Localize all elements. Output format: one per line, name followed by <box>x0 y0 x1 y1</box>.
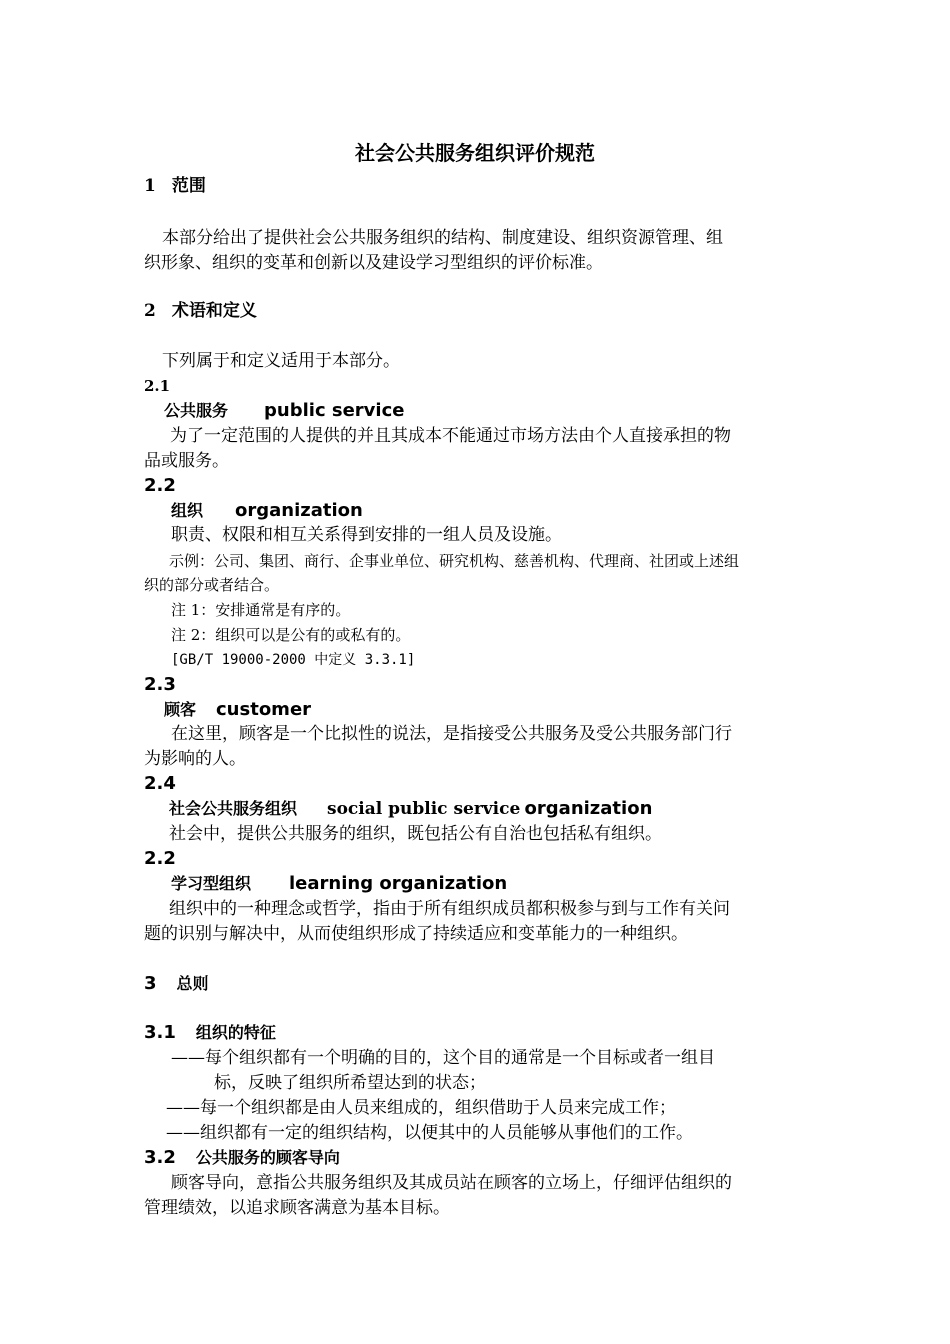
section-3-title: 总则 <box>176 974 209 993</box>
term-2-2-def: 职责、权限和相互关系得到安排的一组人员及设施。 <box>171 525 562 545</box>
term-2-2-number: 2.2 <box>144 475 176 496</box>
term-2-5-def-line-2: 题的识别与解决中，从而使组织形成了持续适应和变革能力的一种组织。 <box>144 924 688 944</box>
section-3-heading <box>144 971 209 996</box>
section-1-title: 范围 <box>171 176 206 196</box>
term-2-4-en-a: social public service <box>327 799 521 819</box>
section-1-para-line-1: 本部分给出了提供社会公共服务组织的结构、制度建设、组织资源管理、组 <box>162 228 723 248</box>
term-2-4-heading <box>169 796 652 822</box>
section-3-2-para-line-1: 顾客导向，意指公共服务组织及其成员站在顾客的立场上，仔细评估组织的 <box>171 1173 732 1193</box>
term-2-2-cn: 组织 <box>171 501 204 520</box>
section-3-2-heading <box>144 1145 340 1170</box>
section-1-number: 1 <box>144 176 156 196</box>
section-3-number: 3 <box>144 973 157 994</box>
term-2-5-cn: 学习型组织 <box>171 874 252 893</box>
section-2-number: 2 <box>144 301 156 321</box>
term-2-3-def-line-1: 在这里，顾客是一个比拟性的说法，是指接受公共服务及受公共服务部门行 <box>171 724 732 744</box>
term-2-2-reference: [GB/T 19000-2000 中定义 3.3.1] <box>171 652 416 668</box>
section-3-2-number: 3.2 <box>144 1147 176 1168</box>
term-2-2-example-line-2: 织的部分或者结合。 <box>144 576 280 594</box>
term-2-1-def-line-2: 品或服务。 <box>144 451 229 471</box>
term-2-4-number: 2.4 <box>144 773 176 794</box>
section-1-heading <box>144 174 206 199</box>
section-3-1-number: 3.1 <box>144 1022 176 1043</box>
section-3-1-heading <box>144 1020 276 1045</box>
term-2-3-cn: 顾客 <box>164 700 197 719</box>
term-2-1-def-line-1: 为了一定范围的人提供的并且其成本不能通过市场方法由个人直接承担的物 <box>170 426 731 446</box>
section-2-title: 术语和定义 <box>171 301 257 321</box>
section-3-2-para-line-2: 管理绩效，以追求顾客满意为基本目标。 <box>144 1198 450 1218</box>
term-2-2-example-line-1: 示例：公司、集团、商行、企事业单位、研究机构、慈善机构、代理商、社团或上述组 <box>169 552 740 570</box>
bullet-3: ——组织都有一定的组织结构，以便其中的人员能够从事他们的工作。 <box>166 1123 693 1143</box>
term-2-5-en: learning organization <box>289 873 508 894</box>
bullet-1-line-1: ——每个组织都有一个明确的目的，这个目的通常是一个目标或者一组目 <box>171 1048 715 1068</box>
section-2-heading <box>144 299 257 324</box>
term-2-3-number: 2.3 <box>144 674 176 695</box>
term-2-5-def-line-1: 组织中的一种理念或哲学，指由于所有组织成员都积极参与到与工作有关问 <box>169 899 730 919</box>
section-2-intro: 下列属于和定义适用于本部分。 <box>162 351 400 371</box>
term-2-5-heading <box>171 871 507 896</box>
term-2-4-cn: 社会公共服务组织 <box>169 799 298 818</box>
term-2-2-note-1: 注 1：安排通常是有序的。 <box>171 601 351 619</box>
term-2-1-en: public service <box>264 400 405 421</box>
term-2-2-en: organization <box>235 500 363 521</box>
term-2-3-heading <box>164 697 311 722</box>
term-2-2-heading <box>171 498 363 523</box>
term-2-1-number: 2.1 <box>144 377 171 395</box>
term-2-3-en: customer <box>216 699 312 720</box>
section-1-para-line-2: 织形象、组织的变革和创新以及建设学习型组织的评价标准。 <box>144 253 603 273</box>
term-2-2-note-2: 注 2：组织可以是公有的或私有的。 <box>171 626 411 644</box>
term-2-4-en-b: organization <box>524 798 653 819</box>
term-2-4-def: 社会中，提供公共服务的组织，既包括公有自治也包括私有组织。 <box>169 824 662 844</box>
document-title: 社会公共服务组织评价规范 <box>355 141 595 165</box>
section-3-2-title: 公共服务的顾客导向 <box>195 1148 340 1167</box>
term-2-1-heading <box>164 398 404 423</box>
bullet-1-line-2: 标，反映了组织所希望达到的状态； <box>214 1073 486 1093</box>
term-2-5-number: 2.2 <box>144 848 176 869</box>
section-3-1-title: 组织的特征 <box>195 1023 276 1042</box>
term-2-3-def-line-2: 为影响的人。 <box>144 749 246 769</box>
term-2-1-cn: 公共服务 <box>164 401 229 420</box>
bullet-2: ——每一个组织都是由人员来组成的，组织借助于人员来完成工作； <box>166 1098 676 1118</box>
